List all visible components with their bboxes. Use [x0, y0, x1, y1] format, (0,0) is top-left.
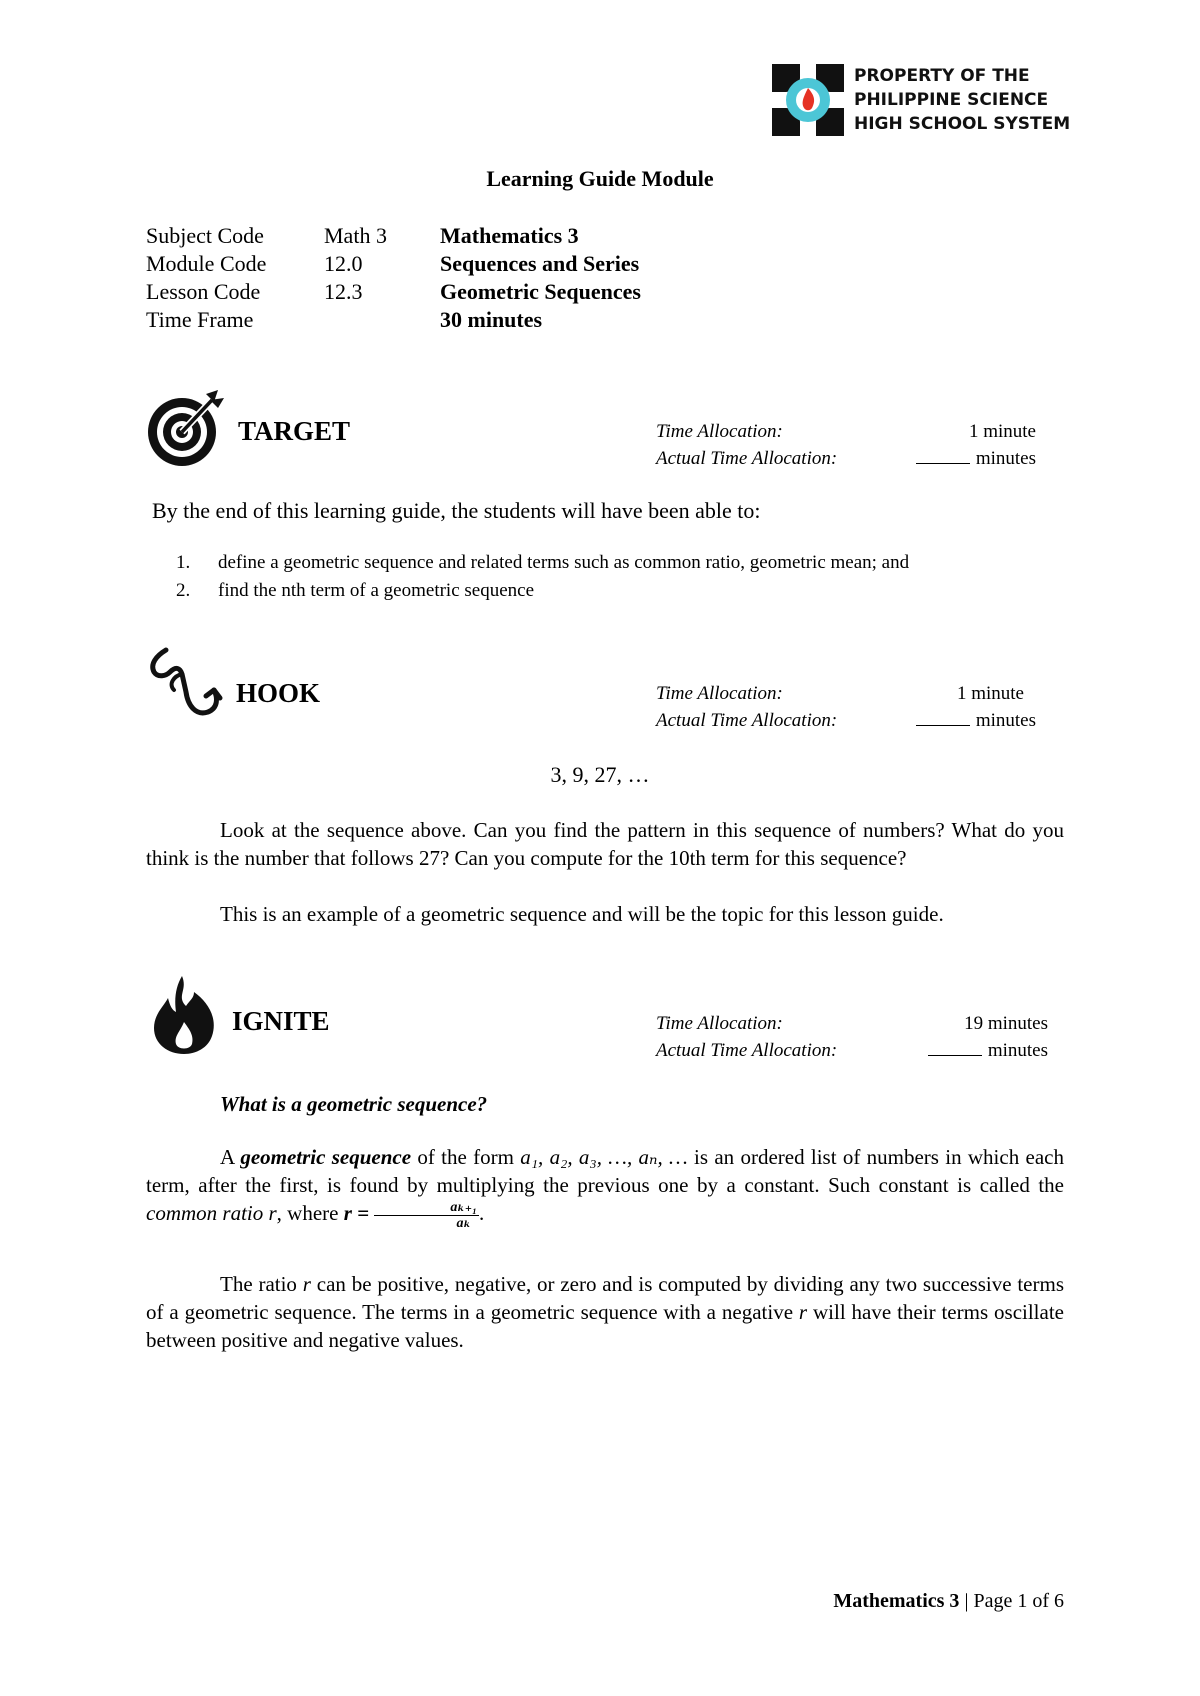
- actual-time-label: Actual Time Allocation:: [656, 710, 838, 731]
- item-text: define a geometric sequence and related terms such as common ratio, geometric mean; and: [218, 552, 910, 573]
- term-geometric-sequence: geometric sequence: [240, 1145, 412, 1169]
- time-allocation-value: 19 minutes: [964, 1013, 1048, 1034]
- hook-paragraph: Look at the sequence above. Can you find the pattern in this sequence of numbers? What do you think is the number that follows 27? Can you compute for the 10th term for this sequence?: [146, 818, 1064, 870]
- fraction-denominator: aₖ: [456, 1215, 471, 1231]
- document-title: Learning Guide Module: [486, 166, 714, 191]
- page-number: Page 1 of 6: [973, 1590, 1064, 1612]
- info-label: Module Code: [146, 251, 267, 276]
- section-title-hook: HOOK: [236, 678, 321, 708]
- actual-time-unit: minutes: [975, 710, 1036, 731]
- text-run: will have their terms oscillate between positive and negative values.: [146, 1300, 1064, 1352]
- math-r: r: [798, 1300, 808, 1324]
- info-row-subject: [146, 222, 641, 250]
- time-allocation-value: 1 minute: [956, 683, 1024, 704]
- hook-paragraph-2: This is an example of a geometric sequence and will be the topic for this lesson guide.: [220, 902, 944, 926]
- sequence-form: a₁, a₂, a₃, …, aₙ, …: [520, 1145, 688, 1169]
- blank-line: [916, 709, 970, 726]
- item-number: 2.: [176, 580, 191, 601]
- actual-time-unit: minutes: [987, 1040, 1048, 1061]
- list-item: [176, 577, 909, 605]
- info-code: Math 3: [324, 223, 387, 248]
- ignite-time-allocation: [656, 1010, 1048, 1064]
- actual-time-label: Actual Time Allocation:: [656, 1040, 838, 1061]
- text-run: is an ordered list of numbers in which each term, after the first, is found by multiplying the previous one by a constant. Such constant is called the: [146, 1145, 1064, 1197]
- section-title-target: TARGET: [238, 416, 351, 446]
- ratio-formula: r =: [343, 1201, 375, 1225]
- list-item: [176, 549, 909, 577]
- info-code: 12.3: [324, 279, 363, 304]
- objectives-list: [176, 549, 909, 605]
- info-row-lesson: [146, 278, 641, 306]
- actual-time-field: [906, 445, 1036, 472]
- hook-icon: [146, 646, 228, 728]
- target-time-allocation: [656, 418, 1036, 472]
- time-allocation-label: Time Allocation:: [656, 421, 783, 442]
- actual-time-label: Actual Time Allocation:: [656, 448, 838, 469]
- info-label: Lesson Code: [146, 279, 261, 304]
- module-info-table: [146, 222, 641, 334]
- footer-subject: Mathematics 3: [833, 1590, 960, 1612]
- info-value: Geometric Sequences: [440, 279, 641, 304]
- info-value: Mathematics 3: [440, 223, 579, 248]
- info-label: Time Frame: [146, 307, 254, 332]
- info-label: Subject Code: [146, 223, 264, 248]
- time-allocation-value: 1 minute: [968, 421, 1036, 442]
- fire-icon: [146, 974, 228, 1056]
- logo-line: PHILIPPINE SCIENCE: [854, 90, 1049, 110]
- logo-text: [854, 64, 1074, 136]
- logo-line: PROPERTY OF THE: [854, 66, 1030, 86]
- text-run: of the form: [411, 1145, 521, 1169]
- item-number: 1.: [176, 552, 191, 573]
- time-allocation-label: Time Allocation:: [656, 1013, 783, 1034]
- blank-line: [928, 1039, 982, 1056]
- blank-line: [916, 447, 970, 464]
- item-text: find the nth term of a geometric sequence: [218, 580, 535, 601]
- hook-time-allocation: [656, 680, 1036, 734]
- pshs-logo-mark: [770, 62, 846, 138]
- target-intro: By the end of this learning guide, the students will have been able to:: [152, 498, 761, 523]
- text-run: The ratio: [220, 1272, 303, 1296]
- text-run: , where: [276, 1201, 344, 1225]
- term-common-ratio: common ratio r: [146, 1201, 277, 1225]
- ratio-fraction: [374, 1200, 479, 1231]
- definition-paragraph: A geometric sequence of the form a₁, a₂, a₃, …, aₙ, … is an ordered list of numbers in which each term, after the first, is found by multiplying the previous one by a constant. Such constant is called the common ratio r, where r = $\frac{\text{aₖ₊₁}}{\text{aₖ}}$ .: [146, 1145, 1064, 1231]
- actual-time-field: [906, 707, 1036, 734]
- fraction-numerator: aₖ₊₁: [374, 1200, 479, 1216]
- target-icon: [144, 388, 226, 470]
- info-value: 30 minutes: [440, 307, 543, 332]
- section-title-ignite: IGNITE: [232, 1006, 330, 1036]
- text-run: A: [220, 1145, 241, 1169]
- math-r: r: [302, 1272, 311, 1296]
- info-row-time-frame: [146, 306, 641, 334]
- actual-time-field: [906, 1037, 1048, 1064]
- logo-line: HIGH SCHOOL SYSTEM: [854, 114, 1071, 134]
- time-allocation-label: Time Allocation:: [656, 683, 783, 704]
- info-code: [324, 306, 440, 334]
- info-row-module: [146, 250, 641, 278]
- ratio-paragraph: [146, 1270, 1064, 1354]
- info-code: 12.0: [324, 251, 363, 276]
- actual-time-unit: minutes: [975, 448, 1036, 469]
- info-value: Sequences and Series: [440, 251, 640, 276]
- example-sequence: 3, 9, 27, …: [550, 762, 650, 787]
- pshs-logo: [770, 62, 846, 138]
- footer-separator: |: [959, 1590, 974, 1612]
- text-run: can be positive, negative, or zero and is computed by dividing any two successive terms of a geometric sequence. The terms in a geometric sequence with a negative: [146, 1272, 1064, 1324]
- ignite-question: What is a geometric sequence?: [220, 1092, 488, 1116]
- page-footer: [833, 1590, 1064, 1613]
